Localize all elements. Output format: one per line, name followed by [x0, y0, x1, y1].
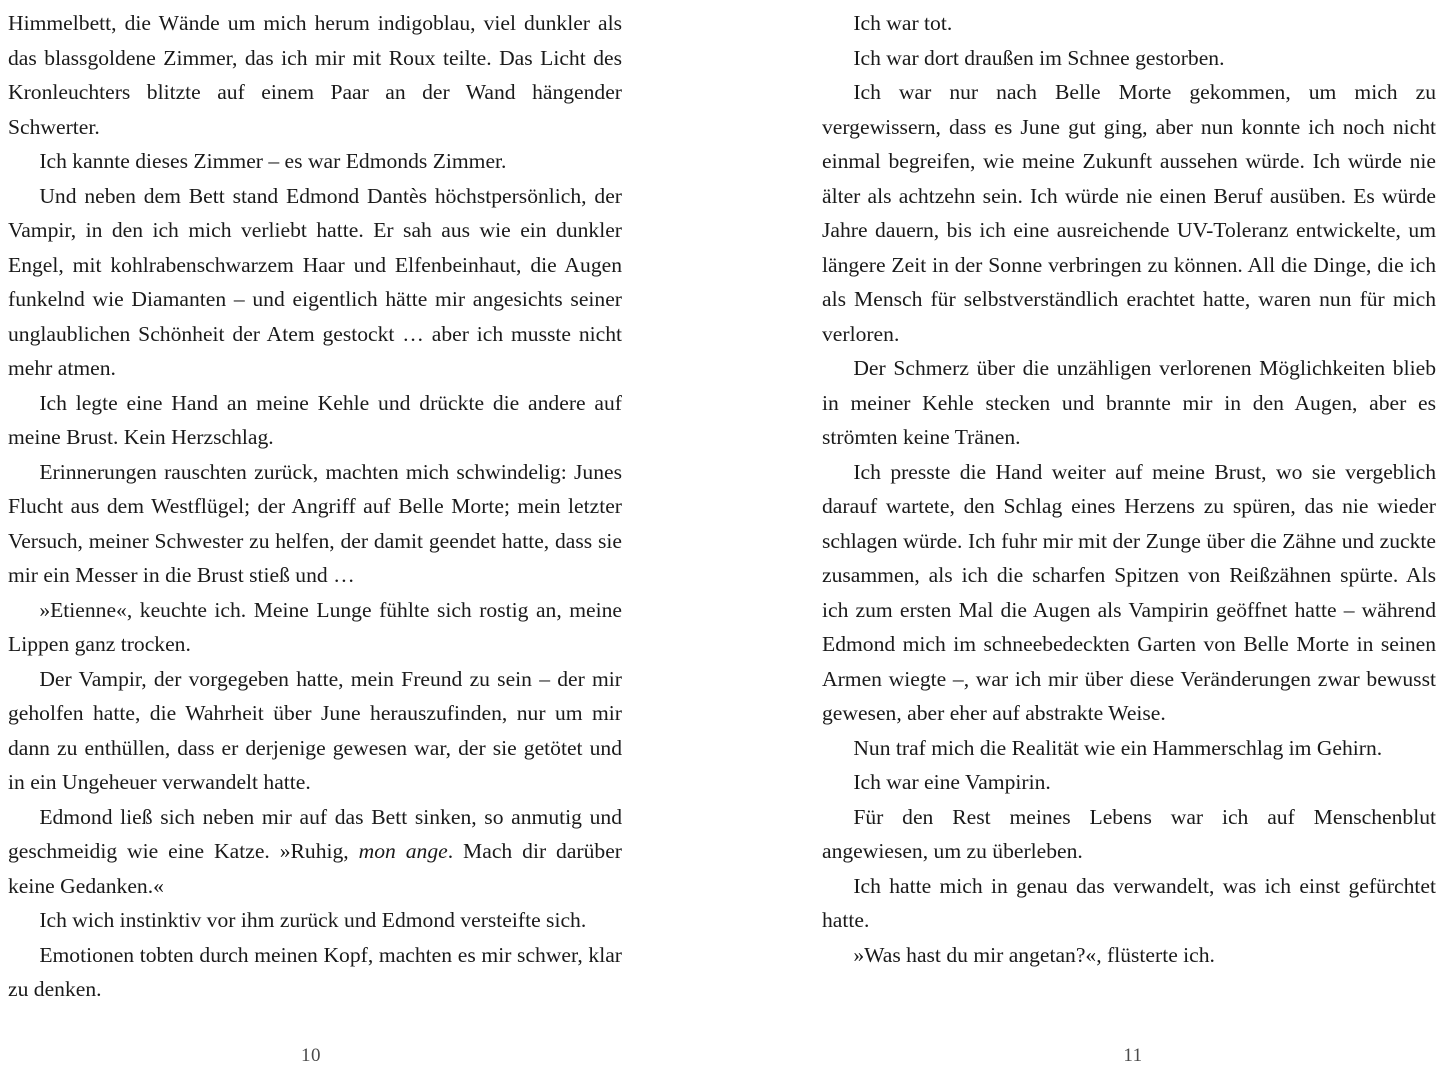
paragraph: Ich presste die Hand weiter auf meine Brust, wo sie vergeblich darauf wartete, den Schlag eines Herzens zu spüren, das nie wieder schlagen würde. Ich fuhr mir mit der Zunge über die Zähne und zuckte zusammen, als ich die scharfen Spitzen von Reißzähnen spürte. Als ich zum ersten Mal die Augen als Vampirin geöffnet hatte – während Edmond mich im schneebedeckten Garten von Belle Morte in seinen Armen wiegte –, war ich mir über diese Veränderungen zwar bewusst gewesen, aber eher auf abstrakte Weise. — [822, 459, 1436, 725]
page-number-left: 10 — [301, 1045, 321, 1066]
paragraph: Ich hatte mich in genau das verwandelt, was ich einst gefürchtet hatte. — [822, 873, 1436, 932]
paragraph: Für den Rest meines Lebens war ich auf Menschenblut angewiesen, um zu überleben. — [822, 804, 1436, 863]
paragraph: Der Vampir, der vorgegeben hatte, mein Freund zu sein – der mir geholfen hatte, die Wahrheit über June herauszufinden, nur um mir dann zu enthüllen, dass er derjenige gewesen war, der sie getötet und in ein Ungeheuer verwandelt hatte. — [8, 666, 622, 794]
page-left-text — [8, 6, 622, 1007]
paragraph: Himmelbett, die Wände um mich herum indigoblau, viel dunkler als das blassgoldene Zimmer, das ich mir mit Roux teilte. Das Licht des Kronleuchters blitzte auf einem Paar an der Wand hängender Schwerter. — [8, 11, 622, 139]
paragraph: Und neben dem Bett stand Edmond Dantès höchstpersönlich, der Vampir, in den ich mich verliebt hatte. Er sah aus wie ein dunkler Engel, mit kohlrabenschwarzem Haar und Elfenbeinhaut, die Augen funkelnd wie Diamanten – und eigentlich hätte mir angesichts seiner unglaublichen Schönheit der Atem gestockt … aber ich musste nicht mehr atmen. — [8, 183, 622, 380]
paragraph: Nun traf mich die Realität wie ein Hammerschlag im Gehirn. — [853, 735, 1383, 760]
paragraph: Ich legte eine Hand an meine Kehle und drückte die andere auf meine Brust. Kein Herzschlag. — [8, 390, 622, 449]
paragraph: Ich wich instinktiv vor ihm zurück und Edmond versteifte sich. — [39, 908, 587, 932]
paragraph: Emotionen tobten durch meinen Kopf, machten es mir schwer, klar zu denken. — [8, 942, 622, 1001]
italic-phrase: mon ange — [358, 839, 448, 863]
page-right-text — [822, 6, 1436, 972]
paragraph-text-after-italic: . Mach dir darüber keine Gedanken.« — [8, 839, 622, 898]
paragraph: Ich war tot. — [853, 11, 953, 35]
page-right — [722, 0, 1444, 1089]
paragraph: Erinnerungen rauschten zurück, machten mich schwindelig: Junes Flucht aus dem Westflügel; der Angriff auf Belle Morte; mein letzter Versuch, meiner Schwester zu helfen, der damit geendet hatte, dass sie mir ein Messer in die Brust stieß und … — [8, 459, 622, 587]
paragraph-text-before-italic: Edmond ließ sich neben mir auf das Bett sinken, so anmutig und geschmeidig wie eine Katze. »Ruhig, — [8, 804, 622, 863]
page-number-right: 11 — [1123, 1045, 1143, 1066]
paragraph: Ich kannte dieses Zimmer – es war Edmonds Zimmer. — [39, 149, 507, 173]
page-left — [0, 0, 722, 1089]
paragraph: Der Schmerz über die unzähligen verlorenen Möglichkeiten blieb in meiner Kehle stecken und brannte mir in den Augen, aber es strömten keine Tränen. — [822, 356, 1436, 449]
paragraph: »Was hast du mir angetan?«, flüsterte ich. — [853, 942, 1215, 967]
paragraph: Ich war eine Vampirin. — [853, 770, 1051, 794]
paragraph: Ich war nur nach Belle Morte gekommen, um mich zu vergewissern, dass es June gut ging, aber nun konnte ich noch nicht einmal begreifen, wie meine Zukunft aussehen würde. Ich würde nie älter als achtzehn sein. Ich würde nie einen Beruf ausüben. Es würde Jahre dauern, bis ich eine ausreichende UV-Toleranz entwickelte, um längere Zeit in der Sonne verbringen zu können. All die Dinge, die ich als Mensch für selbstverständlich erachtet hatte, waren nun für mich verloren. — [822, 80, 1436, 346]
paragraph: Ich war dort draußen im Schnee gestorben. — [853, 45, 1225, 70]
paragraph: »Etienne«, keuchte ich. Meine Lunge fühlte sich rostig an, meine Lippen ganz trocken. — [8, 597, 622, 656]
paragraph-with-italic — [8, 800, 622, 904]
